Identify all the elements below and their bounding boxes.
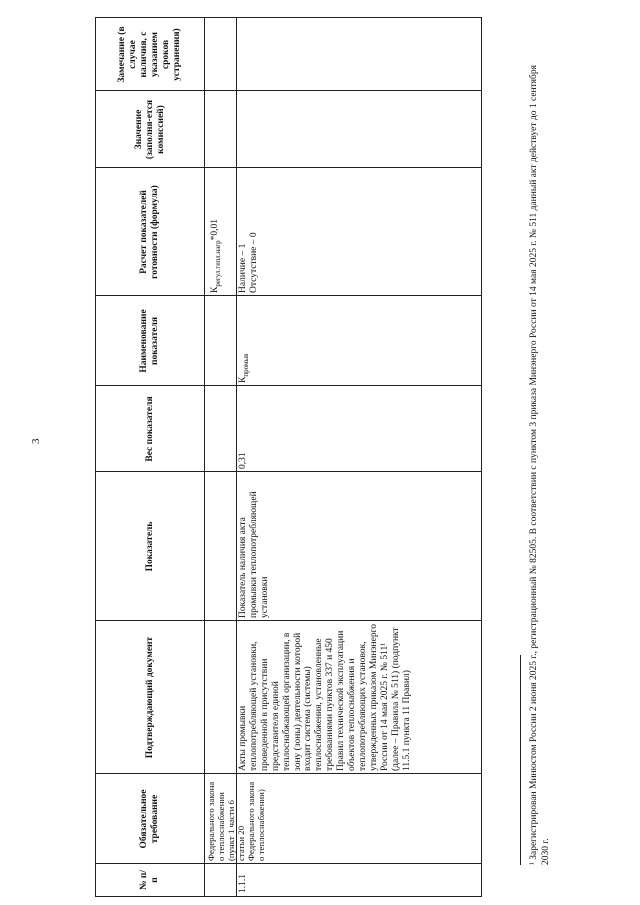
header-value: Значение (заполня-ется комиссией) bbox=[133, 99, 166, 160]
header-weight: Вес показателя bbox=[144, 396, 155, 462]
row2-formula: Наличие – 1 Отсутствие – 0 bbox=[238, 232, 259, 293]
row2-indicator: Показатель наличия акта промывки теплопотребляющей установки bbox=[238, 491, 270, 618]
header-requirement: Обязательное требование bbox=[139, 789, 160, 849]
header-indicator-name: Наименование показателя bbox=[139, 309, 160, 373]
row1-formula: $К_{регул.тепл.нагр}*0,01$ bbox=[210, 218, 222, 293]
footnote-separator bbox=[520, 655, 521, 865]
requirements-table bbox=[95, 17, 482, 897]
row2-weight: 0,31 bbox=[238, 452, 248, 469]
row2-document: Акты промывки теплопотребляющей установки, проведенной в присутствии представителя единой теплоснабжающей организации, в зону (зоны) деятельности которой входит система (системы) теплоснабжения, установленные требованиями пунктов 337 и 450 Правил технической эксплуатации объектов теплоснабжения и теплопотребляющих установок, утвержденных приказом Минэнерго России от 14 мая 2025 г. № 511¹ (далее – Правила № 511) (подпункт 11.5.1 пункта 11 Правил) bbox=[238, 624, 412, 771]
header-indicator: Показатель bbox=[144, 521, 155, 572]
row2-indicator-name: $К_{промыв}$ bbox=[238, 353, 250, 383]
header-number: № п/п bbox=[139, 869, 160, 891]
row1-requirement: Федерального закона о теплоснабжении (пункт 1 части 6 статьи 20 Федерального закона о теплоснабжении) bbox=[206, 781, 266, 861]
rotated-page bbox=[0, 5, 640, 905]
header-document: Подтверждающий документ bbox=[144, 636, 155, 759]
row2-number: 1.1.1 bbox=[238, 874, 248, 893]
header-remark: Замечание (в случае наличия, с указанием сроков устранения) bbox=[117, 26, 182, 83]
header-formula: Расчет показателей готовности (формула) bbox=[139, 185, 160, 279]
footnote: ¹ Зарегистрирован Минюстом России 2 июня 2025 г., регистрационный № 82505. В соответствии с пунктом 3 приказа Минэнерго России от 14 мая 2025 г. № 511 данный акт действует до 1 сентября 2030 г. bbox=[529, 65, 551, 865]
page-number: 3 bbox=[30, 438, 42, 444]
